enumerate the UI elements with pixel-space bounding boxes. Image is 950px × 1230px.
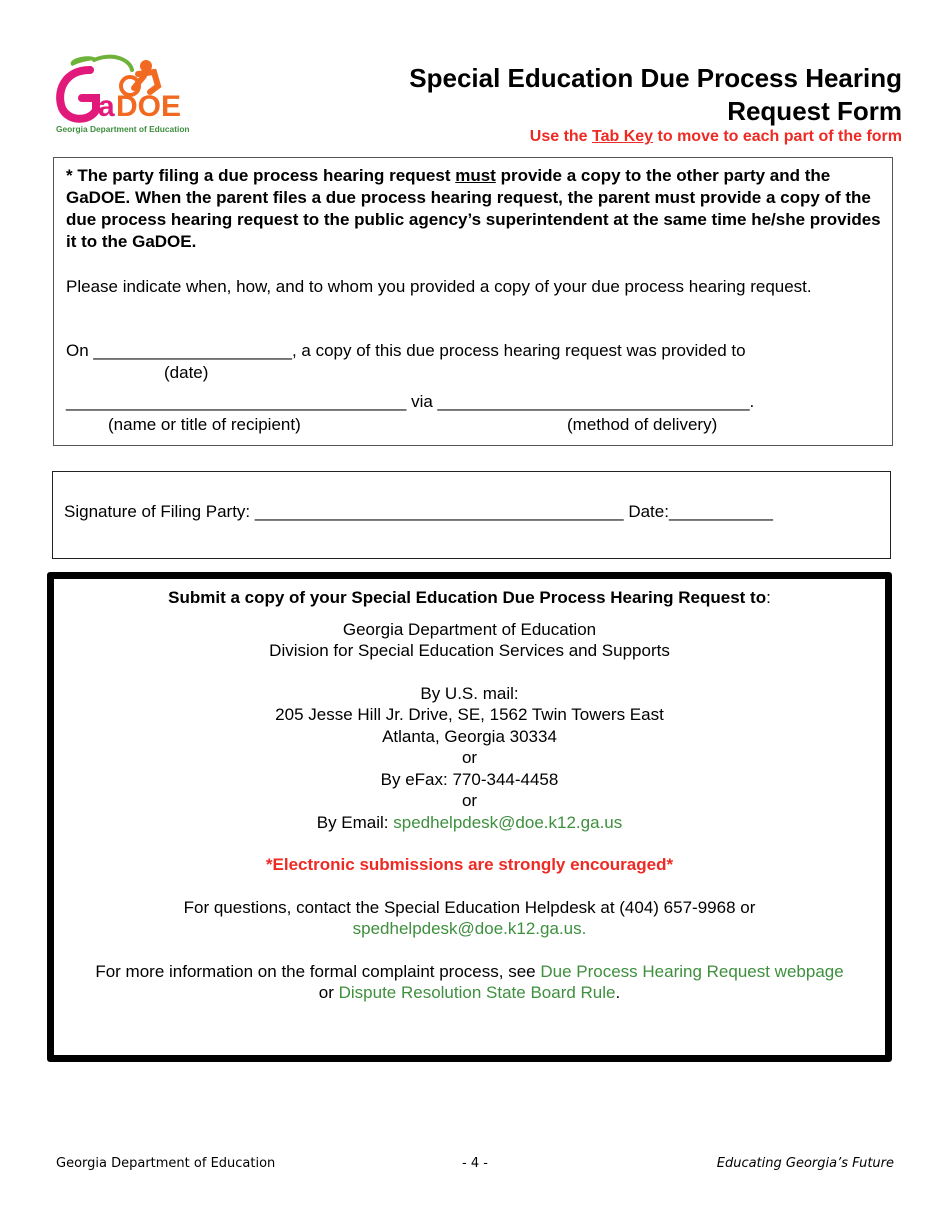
address-line-2: Atlanta, Georgia 30334 (382, 726, 557, 746)
or-text: or (318, 983, 339, 1002)
questions-line: For questions, contact the Special Education Helpdesk at (404) 657-9968 or (183, 897, 756, 917)
due-process-webpage-link[interactable]: Due Process Hearing Request webpage (540, 961, 844, 981)
email-label: By Email: (316, 812, 394, 832)
tab-hint-post: to move to each part of the form (653, 128, 902, 145)
submission-content (54, 587, 885, 1004)
electronic-encouraged-notice: *Electronic submissions are strongly encouraged* (265, 855, 674, 874)
footer-page-number: - 4 - (462, 1156, 488, 1171)
date-label: (date) (164, 363, 209, 382)
date-provided-field[interactable]: On _____________________, a copy of this due process hearing request was provided to (66, 341, 746, 360)
tab-hint-pre: Use the (529, 128, 593, 145)
logo-subtitle: Georgia Department of Education (56, 124, 190, 134)
or-separator: or (461, 748, 478, 767)
submission-heading-text: Submit a copy of your Special Education Due Process Hearing Request to (168, 588, 767, 607)
email-link[interactable]: spedhelpdesk@doe.k12.ga.us (393, 812, 623, 832)
notice-paragraph (66, 165, 886, 253)
signature-box (52, 471, 891, 559)
submission-box (47, 572, 892, 1062)
copy-notice-box (53, 157, 893, 446)
mail-label: By U.S. mail: (420, 683, 519, 703)
signature-field[interactable]: Signature of Filing Party: _______________________________________ Date:___________ (64, 502, 773, 521)
footer-tagline: Educating Georgia’s Future (716, 1156, 894, 1171)
org-name: Georgia Department of Education (342, 619, 597, 639)
submission-heading-colon: : (766, 588, 771, 607)
notice-must: must (455, 166, 496, 185)
state-board-rule-link[interactable]: Dispute Resolution State Board Rule (338, 983, 616, 1002)
address-line-1: 205 Jesse Hill Jr. Drive, SE, 1562 Twin Towers East (275, 705, 664, 724)
gadoe-logo (54, 52, 214, 136)
method-label: (method of delivery) (567, 415, 718, 434)
more-info-text: For more information on the formal complaint process, see (95, 961, 541, 981)
or-separator: or (461, 791, 478, 810)
recipient-label: (name or title of recipient) (108, 415, 301, 434)
period: . (615, 983, 621, 1002)
logo-letter-a: a (98, 90, 115, 123)
submission-heading (54, 587, 885, 609)
tab-key-hint (530, 128, 902, 146)
tab-hint-key: Tab Key (592, 128, 654, 145)
questions-email-link[interactable]: spedhelpdesk@doe.k12.ga.us. (352, 919, 587, 938)
email-line (54, 812, 885, 834)
notice-part-1: * The party filing a due process hearing request (66, 166, 456, 185)
recipient-method-field[interactable]: ____________________________________ via _________________________________. (66, 392, 755, 411)
logo-letters-doe: DOE (116, 90, 182, 123)
more-info-paragraph (54, 961, 885, 1004)
footer-organization: Georgia Department of Education (56, 1156, 276, 1171)
title-line-2: Request Form (727, 96, 902, 126)
division-name: Division for Special Education Services and Supports (269, 641, 670, 660)
page-title (342, 62, 902, 128)
indicate-instructions: Please indicate when, how, and to whom you provided a copy of your due process hearing request. (66, 277, 812, 296)
title-line-1: Special Education Due Process Hearing (409, 63, 902, 93)
notice-part-2: provide a copy to the other party and the GaDOE. When the parent files a due process hearing request, the parent must provide a copy of the due process hearing request to the public agency’s superintendent at the same time he/she provides it to the GaDOE. (66, 166, 881, 251)
efax-line: By eFax: 770-344-4458 (380, 769, 559, 789)
